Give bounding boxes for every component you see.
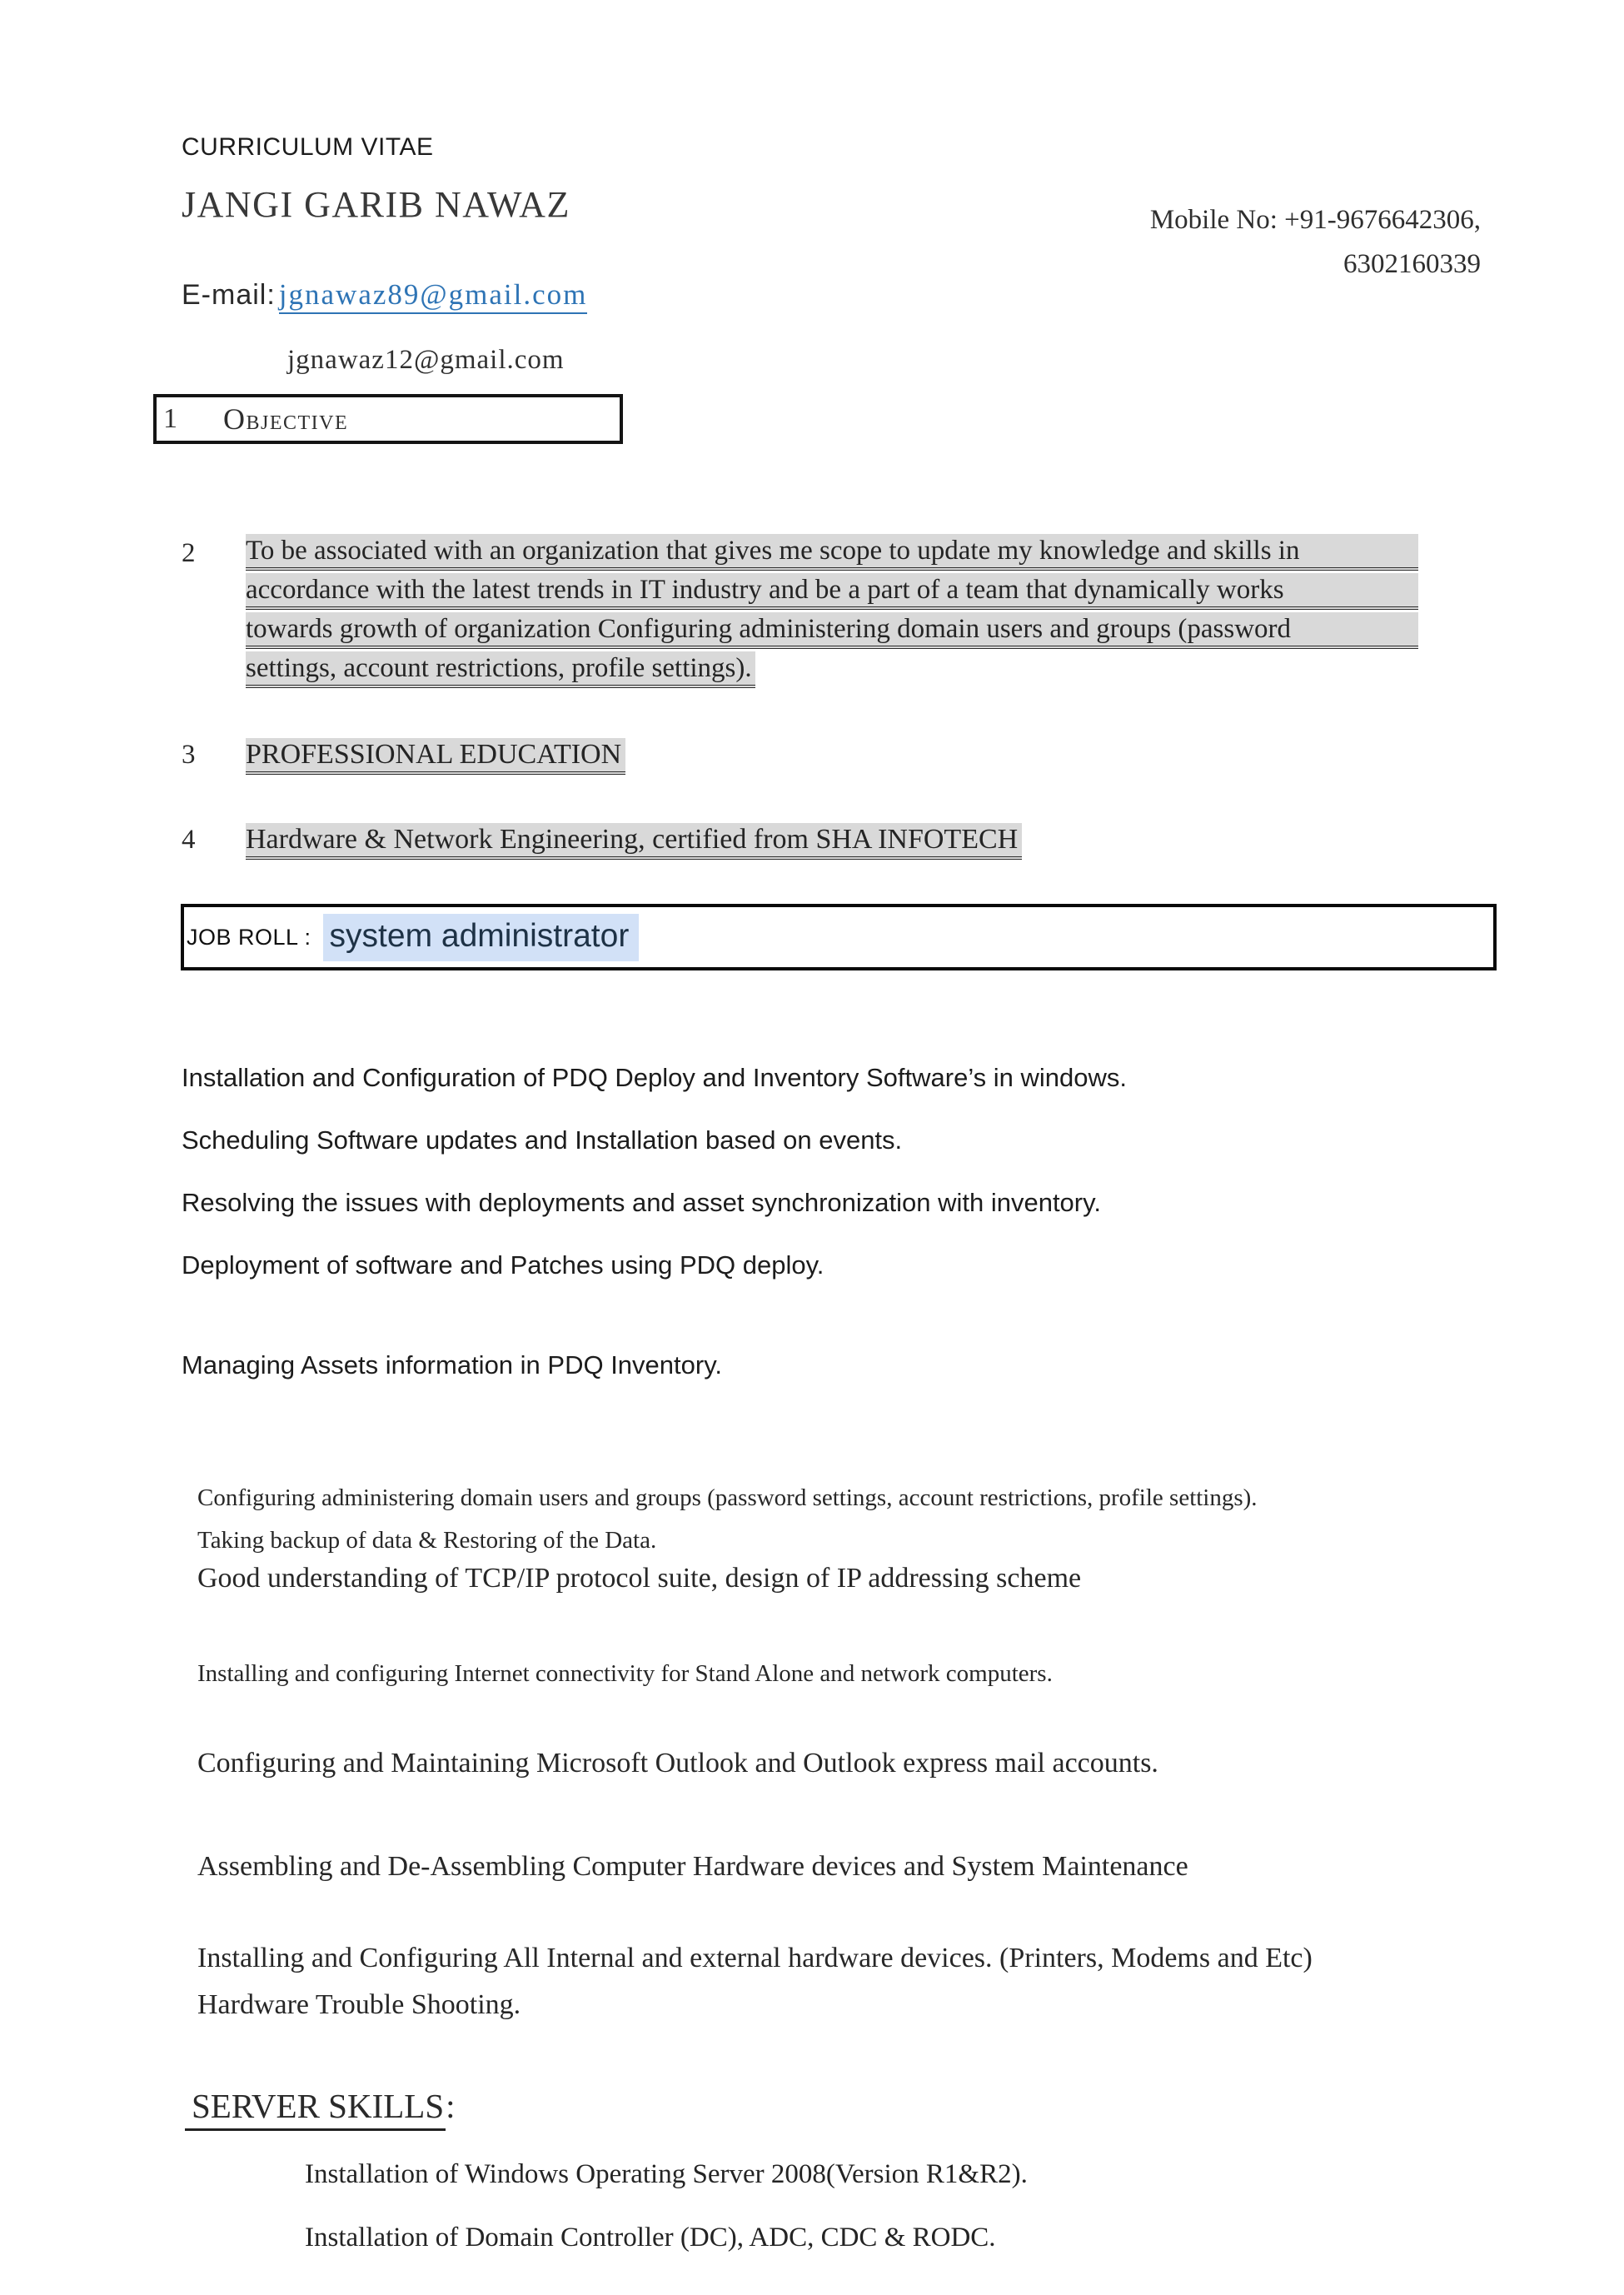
it-skill-item: Installing and configuring Internet connectivity for Stand Alone and network computers.: [197, 1660, 1053, 1687]
pdq-duty-item: Managing Assets information in PDQ Inventory.: [182, 1350, 723, 1379]
pdq-duty-item: Scheduling Software updates and Installation based on events.: [182, 1125, 903, 1155]
professional-education-title: PROFESSIONAL EDUCATION: [246, 738, 625, 775]
mobile-number-block: [1150, 198, 1481, 287]
server-skills-title: SERVER SKILLS: [185, 2087, 446, 2131]
secondary-email: jgnawaz12@gmail.com: [287, 345, 565, 375]
it-skill-item: Installing and Configuring All Internal and external hardware devices. (Printers, Modems and Etc): [197, 1943, 1313, 1973]
objective-heading-title: Objective: [223, 402, 349, 436]
server-skills-heading: [185, 2086, 456, 2126]
server-skill-item: Installation of Domain Controller (DC), ADC, CDC & RODC.: [305, 2223, 996, 2253]
it-skill-item: Configuring administering domain users and groups (password settings, account restrictions, profile settings).: [197, 1484, 1258, 1511]
it-skill-item: Hardware Trouble Shooting.: [197, 1989, 521, 2020]
server-skills-colon: :: [446, 2087, 456, 2125]
server-skill-item: Installation of Windows Operating Server 2008(Version R1&R2).: [305, 2159, 1028, 2189]
job-roll-label: JOB ROLL :: [187, 924, 318, 950]
objective-line: To be associated with an organization that gives me scope to update my knowledge and skills in: [246, 534, 1418, 571]
pdq-duty-item: Deployment of software and Patches using PDQ deploy.: [182, 1250, 824, 1280]
certification-number: 4: [182, 825, 196, 855]
certification-text: Hardware & Network Engineering, certified from SHA INFOTECH: [246, 823, 1022, 860]
email-line: [182, 278, 587, 312]
document-type-label: CURRICULUM VITAE: [182, 133, 434, 161]
objective-line: settings, account restrictions, profile settings).: [246, 651, 755, 688]
mobile-number-line1: Mobile No: +91-9676642306,: [1149, 205, 1481, 235]
it-skill-item: Configuring and Maintaining Microsoft Outlook and Outlook express mail accounts.: [197, 1748, 1158, 1779]
objective-heading-box: [153, 394, 623, 444]
objective-line: towards growth of organization Configuring administering domain users and groups (password: [246, 612, 1418, 649]
primary-email-link[interactable]: jgnawaz89@gmail.com: [279, 278, 588, 314]
mobile-number-line2: 6302160339: [1343, 249, 1481, 279]
job-roll-box: [181, 904, 1497, 970]
objective-paragraph: [246, 534, 1418, 691]
it-skill-item: Good understanding of TCP/IP protocol suite, design of IP addressing scheme: [197, 1563, 1082, 1594]
it-skill-item: Assembling and De-Assembling Computer Hardware devices and System Maintenance: [197, 1851, 1188, 1882]
objective-heading-number: 1: [163, 403, 177, 434]
certification-line: [246, 823, 1022, 860]
professional-education-heading: [246, 738, 625, 775]
candidate-name: JANGI GARIB NAWAZ: [182, 184, 570, 225]
pdq-duty-item: Installation and Configuration of PDQ Deploy and Inventory Software’s in windows.: [182, 1063, 1127, 1092]
objective-paragraph-number: 2: [182, 538, 196, 568]
professional-education-number: 3: [182, 740, 196, 770]
job-roll-value: system administrator: [323, 914, 640, 961]
it-skill-item: Taking backup of data & Restoring of the Data.: [197, 1527, 657, 1554]
pdq-duty-item: Resolving the issues with deployments and asset synchronization with inventory.: [182, 1188, 1101, 1217]
email-label: E-mail:: [182, 279, 276, 311]
objective-line: accordance with the latest trends in IT industry and be a part of a team that dynamically works: [246, 573, 1418, 610]
